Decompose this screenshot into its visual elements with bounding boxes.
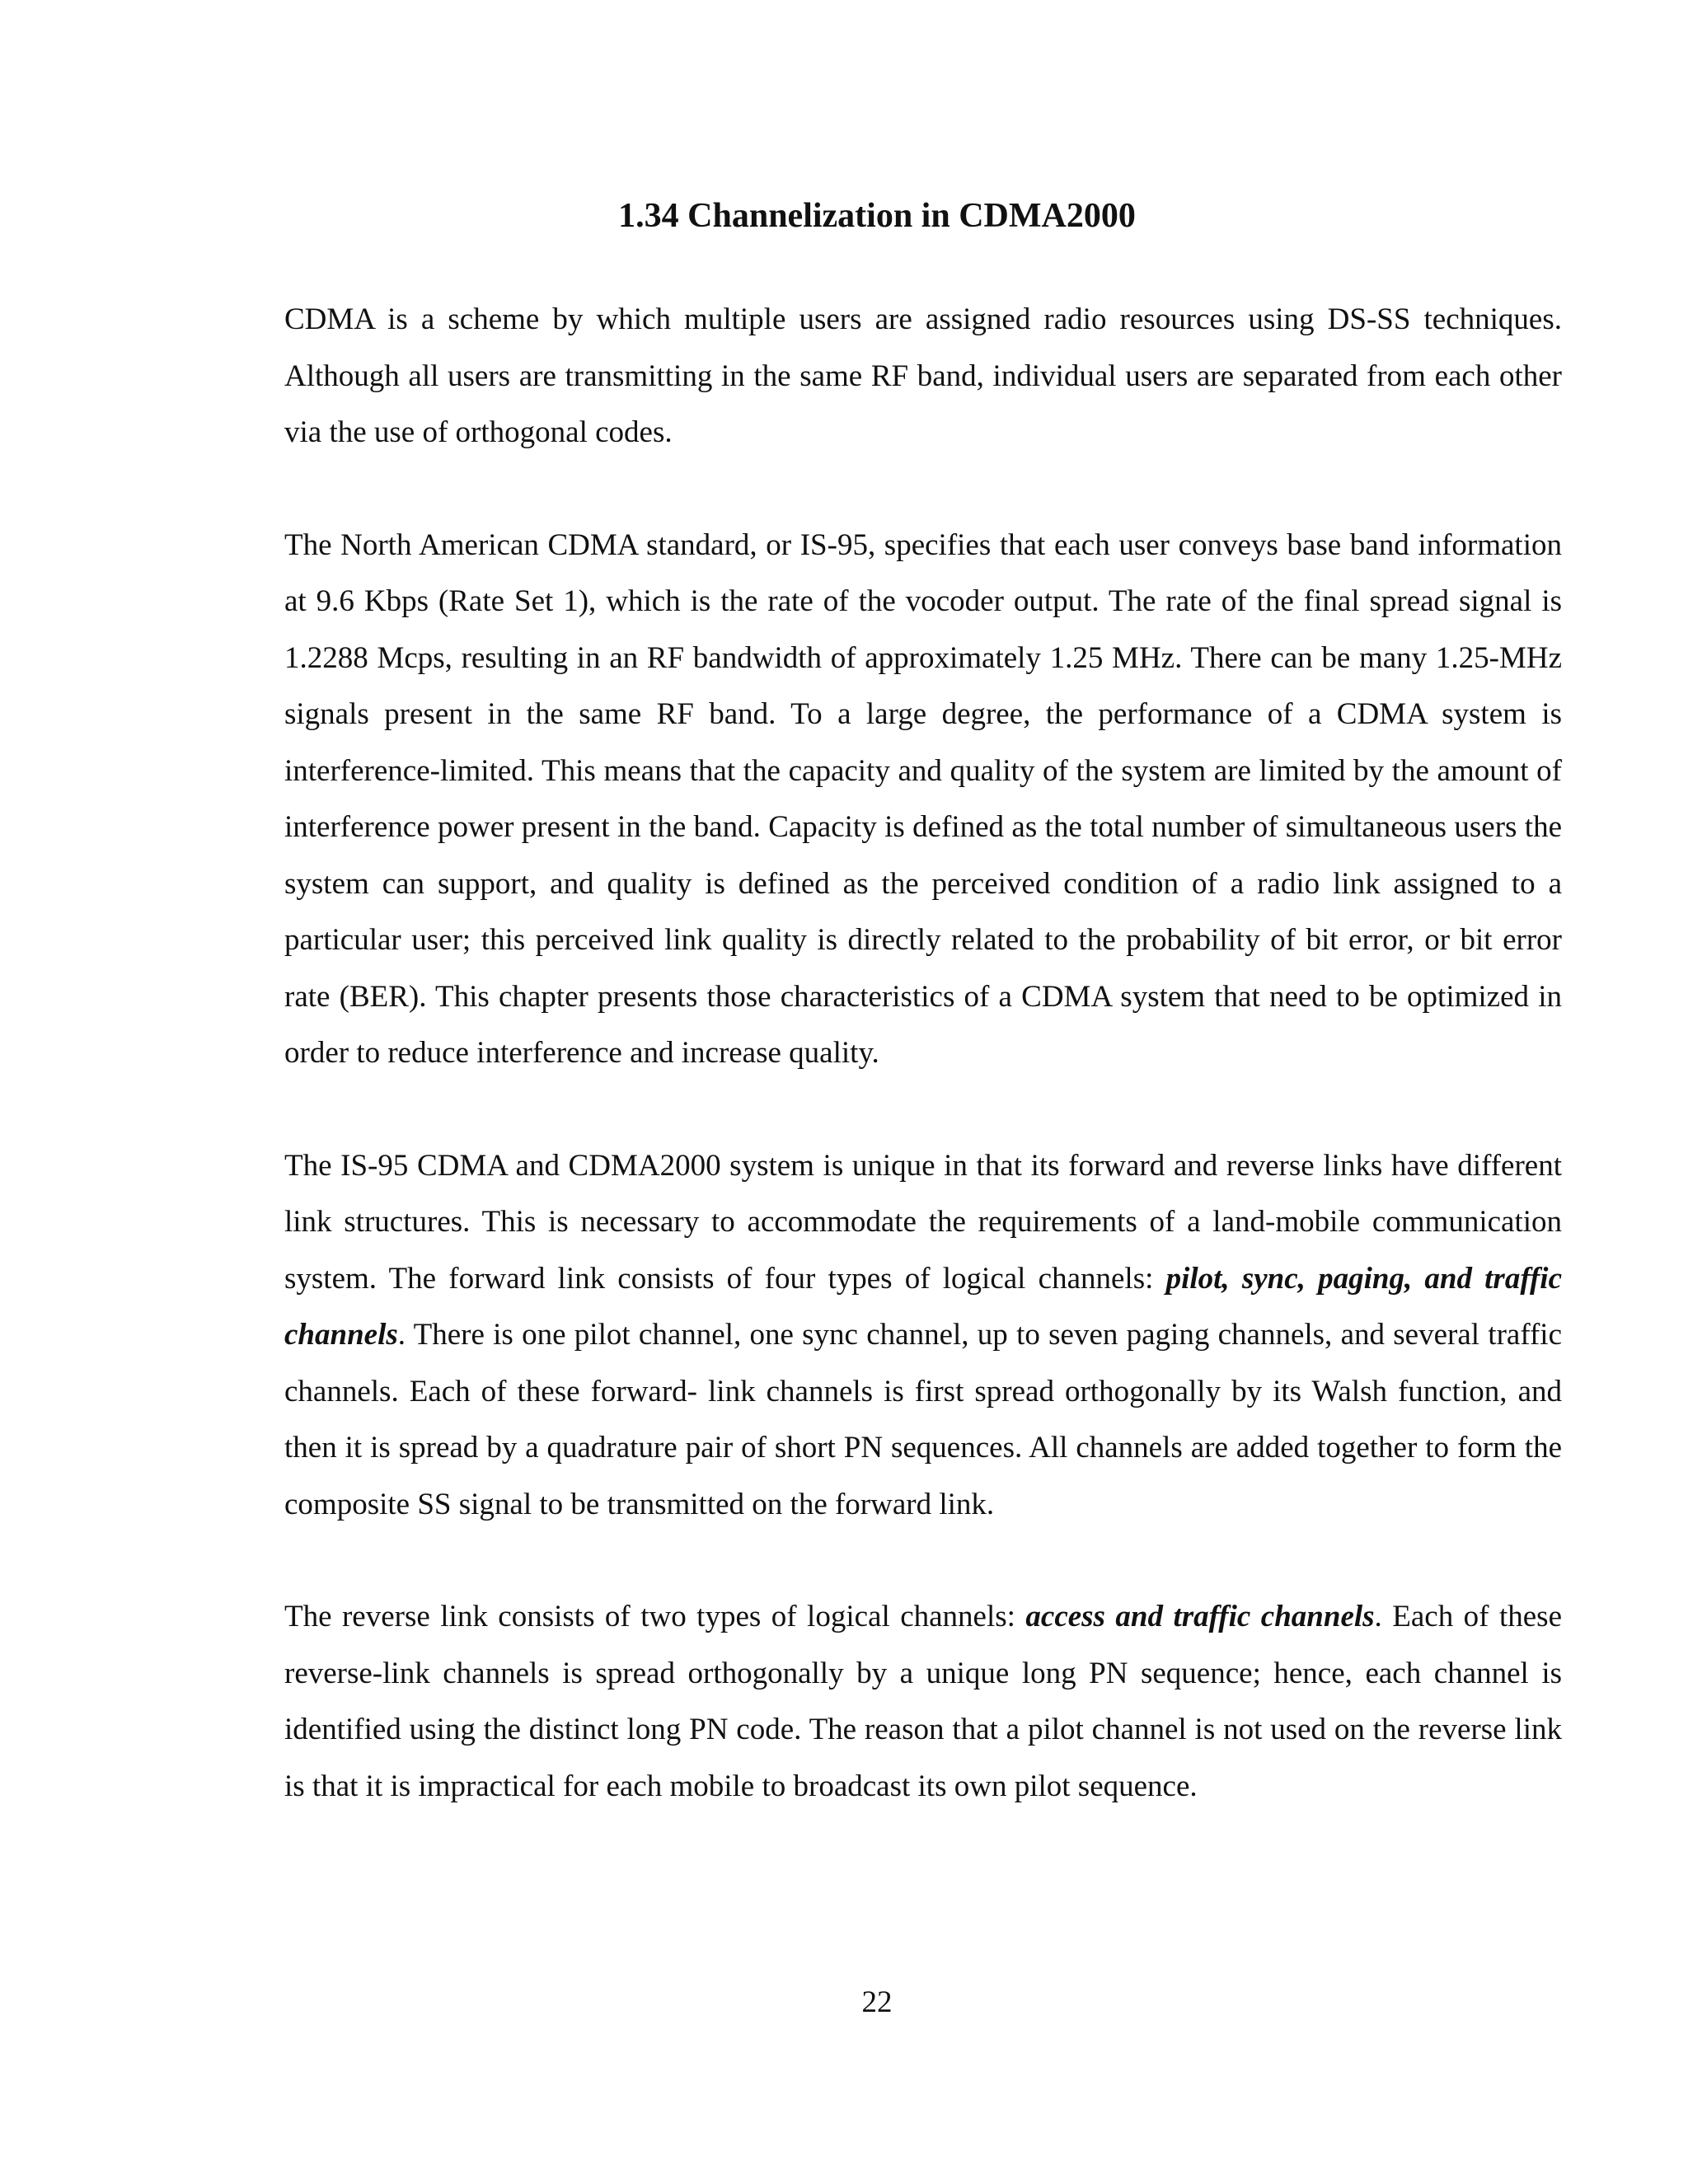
forward-link-channel-types: pilot, sync, paging, and traffic channels bbox=[284, 1261, 1563, 1352]
reverse-link-channel-types: access and traffic channels bbox=[1025, 1600, 1375, 1633]
reverse-link-text-start: The reverse link consists of two types of logical channels: bbox=[284, 1600, 1026, 1633]
paragraph-intro: CDMA is a scheme by which multiple users are assigned radio resources using DS-SS techniques. Although all users are transmitting in the same RF band, individual users are separated from each other via the use of orthogonal codes. bbox=[284, 302, 1562, 449]
page-number: 22 bbox=[861, 1985, 893, 2019]
forward-link-text-start: The IS-95 CDMA and CDMA2000 system is unique in that its forward and reverse links have different link structures. This is necessary to accommodate the requirements of a land-mobile communication system. The forward link consists of four types of logical channels: bbox=[284, 1148, 1562, 1296]
reverse-link-text-end: . Each of these reverse-link channels is spread orthogonally by a unique long PN sequence; hence, each channel is identified using the distinct long PN code. The reason that a pilot channel is not used on the reverse link is that it is impractical for each mobile to broadcast its own pilot sequence. bbox=[284, 1600, 1562, 1803]
paragraph-reverse-link bbox=[284, 1589, 1562, 1815]
paragraph-forward-link bbox=[284, 1138, 1562, 1534]
section-heading: 1.34 Channelization in CDMA2000 bbox=[618, 197, 1136, 235]
body-text bbox=[284, 292, 1562, 1871]
forward-link-text-end: . There is one pilot channel, one sync channel, up to seven paging channels, and several traffic channels. Each of these forward- link channels is first spread orthogonally by its Walsh function, and then it is spread by a quadrature pair of short PN sequences. All channels are added together to form the composite SS signal to be transmitted on the forward link. bbox=[284, 1318, 1562, 1521]
paragraph-is95-standard: The North American CDMA standard, or IS-95, specifies that each user conveys base band information at 9.6 Kbps (Rate Set 1), which is the rate of the vocoder output. The rate of the final spread signal is 1.2288 Mcps, resulting in an RF bandwidth of approximately 1.25 MHz. There can be many 1.25-MHz signals present in the same RF band. To a large degree, the performance of a CDMA system is interference-limited. This means that the capacity and quality of the system are limited by the amount of interference power present in the band. Capacity is defined as the total number of simultaneous users the system can support, and quality is defined as the perceived condition of a radio link assigned to a particular user; this perceived link quality is directly related to the probability of bit error, or bit error rate (BER). This chapter presents those characteristics of a CDMA system that need to be optimized in order to reduce interference and increase quality. bbox=[284, 527, 1562, 1070]
